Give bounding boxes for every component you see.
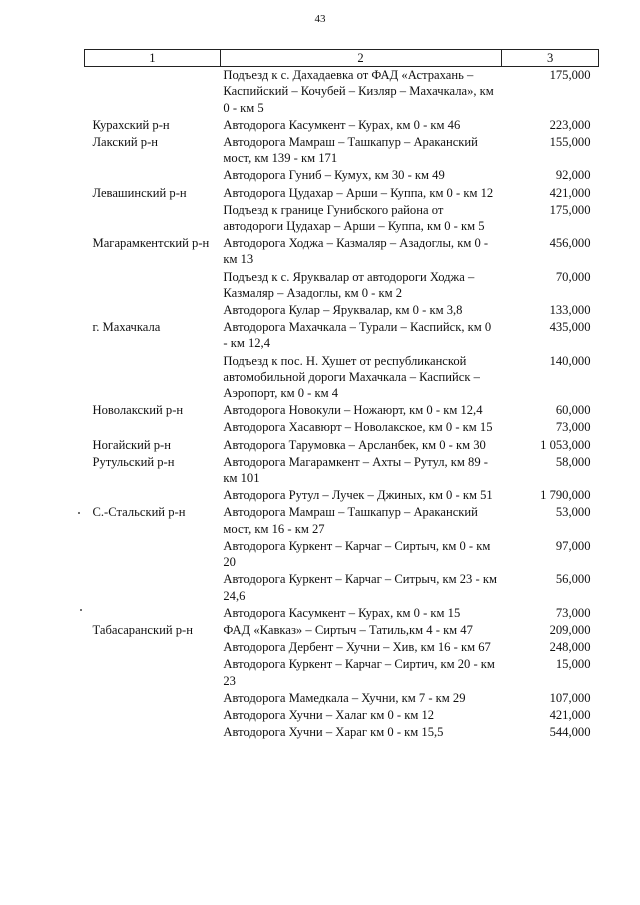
district-cell bbox=[85, 269, 221, 302]
road-description-cell: ФАД «Кавказ» – Сиртыч – Татиль,км 4 - км 47 bbox=[223, 622, 473, 637]
table-row bbox=[85, 134, 599, 167]
amount-cell: 107,000 bbox=[549, 690, 591, 705]
district-cell: Курахский р-н bbox=[92, 117, 170, 132]
table-row bbox=[85, 605, 599, 622]
road-description-cell: Автодорога Хучни – Хараг км 0 - км 15,5 bbox=[223, 725, 444, 740]
table-row bbox=[85, 319, 599, 352]
district-cell: С.-Стальский р-н bbox=[92, 505, 186, 520]
amount-cell: 248,000 bbox=[549, 640, 591, 655]
table-row bbox=[85, 656, 599, 689]
amount-cell: 544,000 bbox=[549, 725, 591, 740]
road-description-cell: Автодорога Цудахар – Арши – Куппа, км 0 - км 12 bbox=[223, 185, 494, 200]
district-cell bbox=[85, 639, 221, 656]
table-row bbox=[85, 202, 599, 235]
table-row bbox=[85, 353, 599, 403]
road-description-cell: Подъезд к пос. Н. Хушет от республиканской автомобильной дороги Махачкала – Каспийск – Аэропорт, км 0 - км 4 bbox=[223, 353, 480, 401]
district-cell bbox=[85, 538, 221, 571]
table-row bbox=[85, 269, 599, 302]
amount-cell: 140,000 bbox=[549, 353, 591, 368]
column-header-1: 1 bbox=[85, 50, 221, 67]
amount-cell: 1 053,000 bbox=[540, 437, 591, 452]
district-cell: Новолакский р-н bbox=[92, 403, 184, 418]
district-cell bbox=[85, 167, 221, 184]
district-cell: Лакский р-н bbox=[92, 135, 159, 150]
district-cell bbox=[85, 202, 221, 235]
road-description-cell: Автодорога Махачкала – Турали – Каспийск, км 0 - км 12,4 bbox=[223, 320, 492, 351]
road-description-cell: Автодорога Хасавюрт – Новолакское, км 0 - км 15 bbox=[223, 420, 493, 435]
road-description-cell: Автодорога Ходжа – Казмаляр – Азадоглы, км 0 - км 13 bbox=[223, 236, 489, 267]
amount-cell: 456,000 bbox=[549, 236, 591, 251]
amount-cell: 56,000 bbox=[555, 572, 591, 587]
district-cell bbox=[85, 419, 221, 436]
scan-speck bbox=[78, 512, 80, 514]
road-description-cell: Автодорога Куркент – Карчаг – Ситрыч, км 23 - км 24,6 bbox=[223, 572, 497, 603]
road-description-cell: Автодорога Гуниб – Кумух, км 30 - км 49 bbox=[223, 168, 445, 183]
district-cell bbox=[85, 67, 221, 117]
road-description-cell: Автодорога Магарамкент – Ахты – Рутул, км 89 - км 101 bbox=[223, 454, 488, 486]
district-cell: Рутульский р-н bbox=[92, 454, 175, 469]
road-description-cell: Автодорога Мамраш – Ташкапур – Араканский мост, км 139 - км 171 bbox=[223, 135, 478, 166]
table-row bbox=[85, 419, 599, 436]
amount-cell: 1 790,000 bbox=[540, 488, 591, 503]
road-description-cell: Автодорога Новокули – Ножаюрт, км 0 - км 12,4 bbox=[223, 403, 483, 418]
column-header-2: 2 bbox=[220, 50, 501, 67]
amount-cell: 70,000 bbox=[555, 269, 591, 284]
amount-cell: 155,000 bbox=[549, 135, 591, 150]
amount-cell: 73,000 bbox=[555, 420, 591, 435]
table-row bbox=[85, 235, 599, 268]
table-row bbox=[85, 402, 599, 419]
road-description-cell: Автодорога Куркент – Карчаг – Сиртыч, км 0 - км 20 bbox=[223, 538, 491, 570]
table-row bbox=[85, 185, 599, 202]
amount-cell: 421,000 bbox=[549, 707, 591, 722]
district-cell bbox=[85, 656, 221, 689]
table-row bbox=[85, 487, 599, 504]
road-description-cell: Автодорога Хучни – Халаг км 0 - км 12 bbox=[223, 707, 435, 722]
road-description-cell: Автодорога Тарумовка – Арсланбек, км 0 - км 30 bbox=[223, 437, 486, 452]
road-funding-table bbox=[84, 49, 599, 741]
road-description-cell: Подъезд к с. Дахадаевка от ФАД «Астрахань – Каспийский – Кочубей – Кизляр – Махачкала», км 0 - км 5 bbox=[223, 68, 494, 115]
district-cell bbox=[85, 487, 221, 504]
amount-cell: 53,000 bbox=[555, 505, 591, 520]
road-description-cell: Автодорога Кулар – Яруквалар, км 0 - км 3,8 bbox=[223, 303, 463, 318]
district-cell bbox=[85, 571, 221, 604]
district-cell: Ногайский р-н bbox=[92, 437, 171, 452]
road-description-cell: Автодорога Дербент – Хучни – Хив, км 16 - км 67 bbox=[223, 640, 491, 655]
amount-cell: 133,000 bbox=[549, 303, 591, 318]
road-description-cell: Автодорога Мамраш – Ташкапур – Араканский мост, км 16 - км 27 bbox=[223, 505, 478, 536]
district-cell bbox=[85, 302, 221, 319]
district-cell: г. Махачкала bbox=[92, 320, 161, 335]
table-row bbox=[85, 724, 599, 741]
district-cell: Магарамкентский р-н bbox=[92, 236, 210, 251]
road-description-cell: Автодорога Касумкент – Курах, км 0 - км 15 bbox=[223, 605, 461, 620]
district-cell: Табасаранский р-н bbox=[92, 622, 193, 637]
page-number: 43 bbox=[314, 13, 326, 25]
column-header-3: 3 bbox=[502, 50, 599, 67]
amount-cell: 15,000 bbox=[555, 657, 591, 672]
amount-cell: 421,000 bbox=[549, 185, 591, 200]
table-row bbox=[85, 707, 599, 724]
table-row bbox=[85, 538, 599, 571]
amount-cell: 209,000 bbox=[549, 622, 591, 637]
amount-cell: 60,000 bbox=[555, 403, 591, 418]
table-row bbox=[85, 167, 599, 184]
road-description-cell: Автодорога Рутул – Лучек – Джиных, км 0 - км 51 bbox=[223, 488, 493, 503]
amount-cell: 73,000 bbox=[555, 605, 591, 620]
amount-cell: 175,000 bbox=[549, 68, 591, 83]
table-row bbox=[85, 302, 599, 319]
district-cell bbox=[85, 707, 221, 724]
road-description-cell: Автодорога Куркент – Карчаг – Сиртич, км 20 - км 23 bbox=[223, 657, 495, 688]
amount-cell: 58,000 bbox=[555, 454, 591, 469]
amount-cell: 223,000 bbox=[549, 117, 591, 132]
table-row bbox=[85, 454, 599, 487]
district-cell: Левашинский р-н bbox=[92, 185, 187, 200]
road-description-cell: Автодорога Мамедкала – Хучни, км 7 - км 29 bbox=[223, 690, 466, 705]
amount-cell: 435,000 bbox=[549, 320, 591, 335]
table-row bbox=[85, 639, 599, 656]
scan-speck bbox=[80, 609, 82, 611]
amount-cell: 97,000 bbox=[555, 538, 591, 553]
district-cell bbox=[85, 724, 221, 741]
road-description-cell: Подъезд к границе Гунибского района от автодороги Цудахар – Арши – Куппа, км 0 - км 5 bbox=[223, 202, 485, 234]
district-cell bbox=[85, 690, 221, 707]
table-row bbox=[85, 571, 599, 604]
district-cell bbox=[85, 605, 221, 622]
table-row bbox=[85, 504, 599, 537]
table-row bbox=[85, 437, 599, 454]
table-body bbox=[85, 67, 599, 742]
road-description-cell: Подъезд к с. Яруквалар от автодороги Ходжа – Казмаляр – Азадоглы, км 0 - км 2 bbox=[223, 269, 475, 300]
road-description-cell: Автодорога Касумкент – Курах, км 0 - км 46 bbox=[223, 117, 461, 132]
table-row bbox=[85, 690, 599, 707]
table-header-row bbox=[85, 50, 599, 67]
amount-cell: 175,000 bbox=[549, 202, 591, 217]
table-row bbox=[85, 117, 599, 134]
district-cell bbox=[85, 353, 221, 403]
table-row bbox=[85, 67, 599, 117]
amount-cell: 92,000 bbox=[555, 168, 591, 183]
table-row bbox=[85, 622, 599, 639]
